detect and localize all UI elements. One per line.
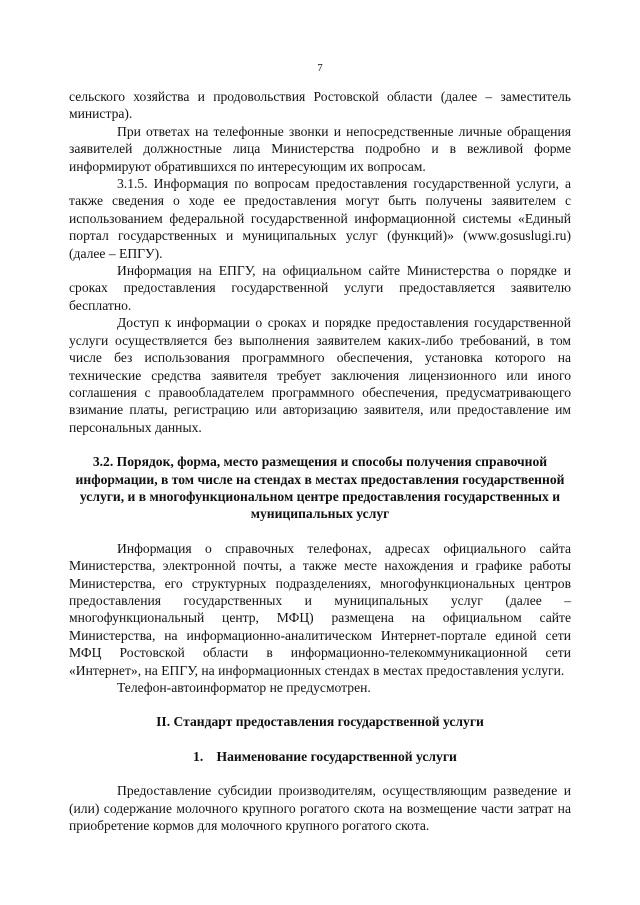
paragraph-phone-calls: При ответах на телефонные звонки и непосредственные личные обращения заявителей должностные лица Министерства подробно и в вежливой форме информируют обратившихся по интересующим их вопросам. <box>69 123 571 174</box>
spacer <box>69 696 571 713</box>
paragraph-reference-info: Информация о справочных телефонах, адресах официального сайта Министерства, электронной почты, а также месте нахождения и графике работы Министерства, его структурных подразделениях, многофункциональных центров предоставления государственных и муниципальных услуг (далее – многофункциональный центр, МФЦ) размещена на официальном сайте Министерства, на информационно-аналитическом Интернет-портале единой сети МФЦ Ростовской области в информационно-телекоммуникационной сети «Интернет», на ЕПГУ, на информационных стендах в местах предоставления услуги. <box>69 540 571 678</box>
spacer <box>69 765 571 782</box>
paragraph-epgu-info: Информация на ЕПГУ, на официальном сайте Министерства о порядке и сроках предоставления государственной услуги предоставляется заявителю бесплатно. <box>69 263 571 313</box>
section-3-2-heading: 3.2. Порядок, форма, место размещения и способы получения справочной информации, в том числе на стендах в местах предоставления государственной услуги, и в многофункциональном центре предоставления государственных и муниципальных услуг <box>75 454 565 522</box>
paragraph-autoinformer: Телефон-автоинформатор не предусмотрен. <box>117 680 371 695</box>
page-number: 7 <box>317 62 323 74</box>
section-1-number: 1. <box>193 748 204 764</box>
paragraph-access-info: Доступ к информации о сроках и порядке предоставления государственной услуги осуществляется без выполнения заявителем каких-либо требований, в том числе без использования программного обеспечения, установка которого на технические средства заявителя требует заключения лицензионного или иного соглашения с правообладателем программного обеспечения, предусматривающего взимание платы, регистрацию или авторизацию заявителя, или предоставление им персональных данных. <box>69 315 571 435</box>
spacer <box>69 523 571 540</box>
paragraph-continuation: сельского хозяйства и продовольствия Ростовской области (далее – заместитель министра). <box>69 89 571 122</box>
spacer <box>69 436 571 453</box>
document-body <box>69 88 571 834</box>
section-1-title: Наименование государственной услуги <box>216 748 457 764</box>
section-1-heading <box>69 748 571 765</box>
paragraph-service-name: Предоставление субсидии производителям, осуществляющим разведение и (или) содержание молочного крупного рогатого скота на возмещение части затрат на приобретение кормов для молочного крупного рогатого скота. <box>69 783 571 834</box>
spacer <box>69 731 571 748</box>
paragraph-3-1-5: 3.1.5. Информация по вопросам предоставления государственной услуги, а также сведения о ходе ее предоставления могут быть получены заявителем с использованием федеральной государственной информационной системы «Единый портал государственных и муниципальных услуг (функций)» (www.gosuslugi.ru) (далее – ЕПГУ). <box>69 176 571 261</box>
section-II-heading: II. Стандарт предоставления государственной услуги <box>156 714 484 730</box>
